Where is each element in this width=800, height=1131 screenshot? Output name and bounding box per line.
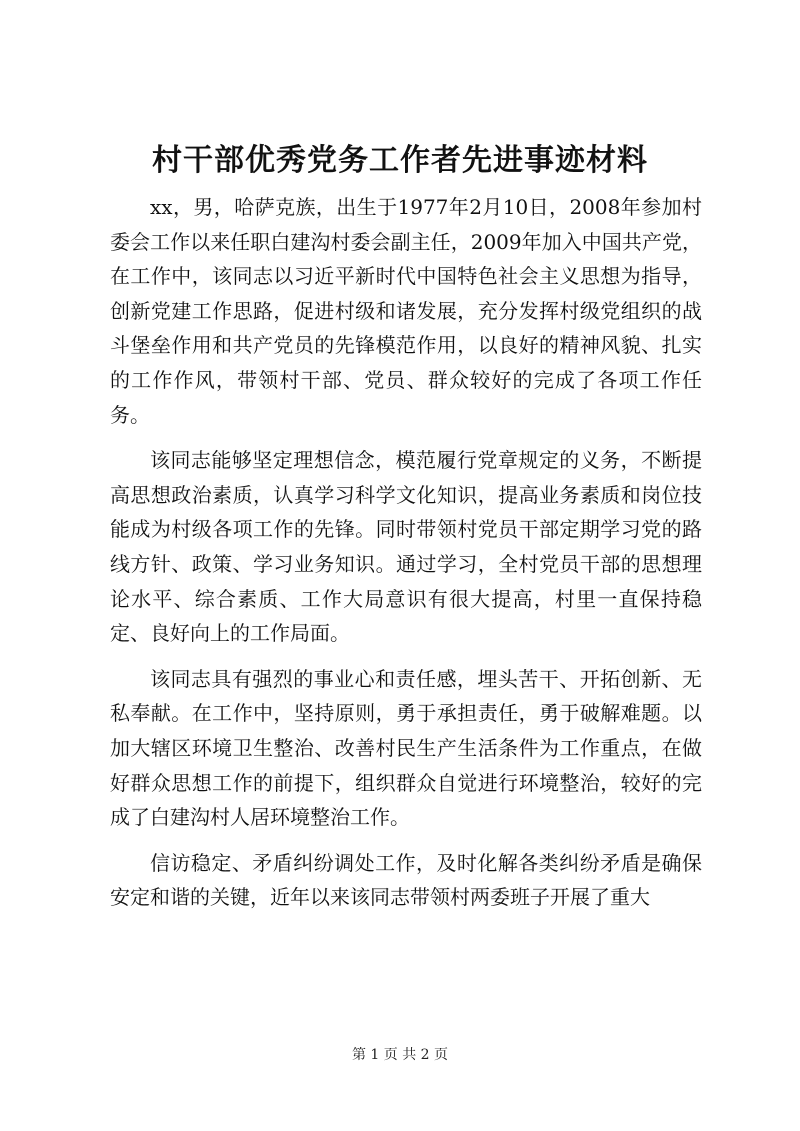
page-number-footer: 第 1 页 共 2 页 bbox=[351, 1047, 449, 1063]
paragraph-1: xx，男，哈萨克族，出生于1977年2月10日，2008年参加村委会工作以来任职白建沟村委会副主任，2009年加入中国共产党，在工作中，该同志以习近平新时代中国特色社会主义思想为指导，创新党建工作思路，促进村级和诸发展，充分发挥村级党组织的战斗堡垒作用和共产党员的先锋模范作用，以良好的精神风貌、扎实的工作作风，带领村干部、党员、群众较好的完成了各项工作任务。 bbox=[110, 195, 702, 427]
paragraph-4: 信访稳定、矛盾纠纷调处工作，及时化解各类纠纷矛盾是确保安定和谐的关键，近年以来该同志带领村两委班子开展了重大 bbox=[110, 850, 702, 910]
paragraph-2: 该同志能够坚定理想信念，模范履行党章规定的义务，不断提高思想政治素质，认真学习科学文化知识，提高业务素质和岗位技能成为村级各项工作的先锋。同时带领村党员干部定期学习党的路线方针、政策、学习业务知识。通过学习，全村党员干部的思想理论水平、综合素质、工作大局意识有很大提高，村里一直保持稳定、良好向上的工作局面。 bbox=[110, 448, 702, 646]
document-body bbox=[110, 190, 702, 926]
document-title: 村干部优秀党务工作者先进事迹材料 bbox=[152, 143, 648, 178]
paragraph-3: 该同志具有强烈的事业心和责任感，埋头苦干、开拓创新、无私奉献。在工作中，坚持原则，勇于承担责任，勇于破解难题。以加大辖区环境卫生整治、改善村民生产生活条件为工作重点，在做好群众思想工作的前提下，组织群众自觉进行环境整治，较好的完成了白建沟村人居环境整治工作。 bbox=[110, 666, 702, 830]
